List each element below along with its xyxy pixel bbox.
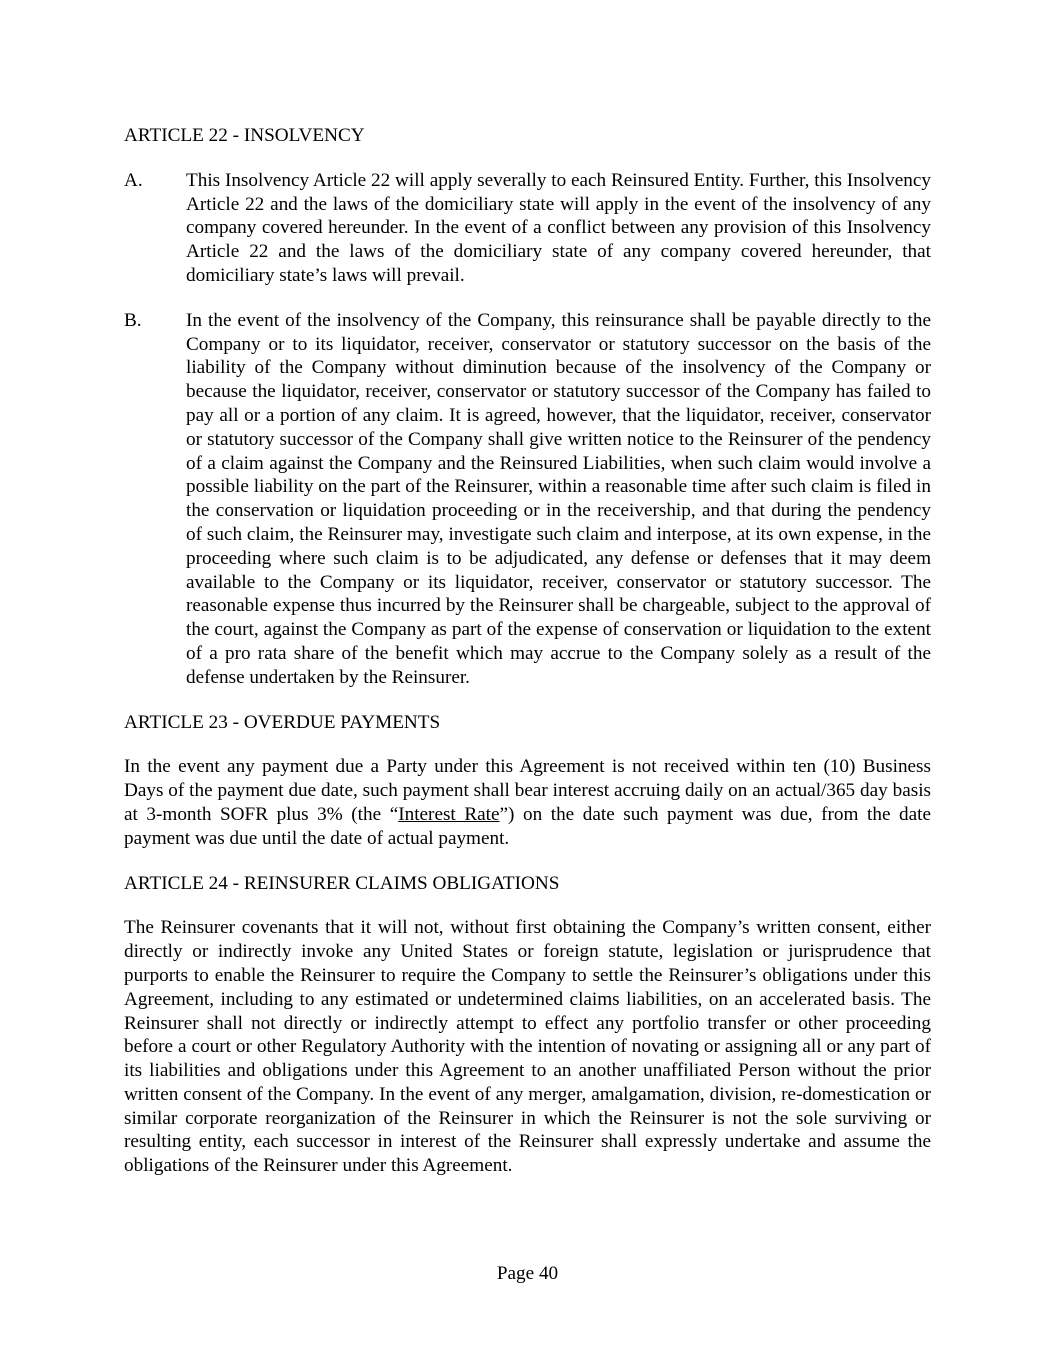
item-text: This Insolvency Article 22 will apply severally to each Reinsured Entity. Further, this Insolvency Article 22 and the laws of the domiciliary state will apply in the event of the insolvency of any company covered hereunder. In the event of a conflict between any provision of this Insolvency Article 22 and the laws of the domiciliary state of any company covered hereunder, that domiciliary state’s laws will prevail. <box>186 169 931 286</box>
item-label: B. <box>124 309 142 331</box>
article-24-heading: ARTICLE 24 - REINSURER CLAIMS OBLIGATIONS <box>124 872 560 894</box>
defined-term-interest-rate: Interest Rate <box>398 803 500 825</box>
article-22-item-b <box>124 309 931 690</box>
article-23-heading: ARTICLE 23 - OVERDUE PAYMENTS <box>124 711 441 733</box>
article-23-text-before: In the event any payment due a Party under this Agreement is not received within ten (10) Business Days of the payment due date, such payment shall bear interest accruing daily on an actual/365 day basis at 3-month SOFR plus 3% (the “ <box>124 756 931 825</box>
article-22-item-a <box>124 169 931 288</box>
article-23-text-after: ”) on the date such payment was due, from the date payment was due until the date of actual payment. <box>124 803 931 849</box>
item-text: In the event of the insolvency of the Company, this reinsurance shall be payable directly to the Company or to its liquidator, receiver, conservator or statutory successor on the basis of the liability of the Company without diminution because of the insolvency of the Company or because the liquidator, receiver, conservator or statutory successor of the Company has failed to pay all or a portion of any claim. It is agreed, however, that the liquidator, receiver, conservator or statutory successor of the Company shall give written notice to the Reinsurer of the pendency of a claim against the Company and the Reinsured Liabilities, when such claim would involve a possible liability on the part of the Reinsurer, within a reasonable time after such claim is filed in the conservation or liquidation proceeding or in the receivership, and that during the pendency of such claim, the Reinsurer may, investigate such claim and interpose, at its own expense, in the proceeding where such claim is to be adjudicated, any defense or defenses that it may deem available to the Company or its liquidator, receiver, conservator or statutory successor. The reasonable expense thus incurred by the Reinsurer shall be chargeable, subject to the approval of the court, against the Company as part of the expense of conservation or liquidation to the extent of a pro rata share of the benefit which may accrue to the Company solely as a result of the defense undertaken by the Reinsurer. <box>186 309 931 688</box>
item-label: A. <box>124 169 143 191</box>
article-23-paragraph <box>124 755 931 850</box>
article-22-heading: ARTICLE 22 - INSOLVENCY <box>124 125 365 146</box>
page-number: Page 40 <box>496 1263 559 1284</box>
article-24-paragraph: The Reinsurer covenants that it will not, without first obtaining the Company’s written consent, either directly or indirectly invoke any United States or foreign statute, legislation or jurisprudence that purports to enable the Reinsurer to require the Company to settle the Reinsurer’s obligations under this Agreement, including to any estimated or undetermined claims liabilities, on an accelerated basis. The Reinsurer shall not directly or indirectly attempt to effect any portfolio transfer or other proceeding before a court or other Regulatory Authority with the intention of novating or assigning all or any part of its liabilities and obligations under this Agreement to an another unaffiliated Person without the prior written consent of the Company. In the event of any merger, amalgamation, division, re-domestication or similar corporate reorganization of the Reinsurer in which the Reinsurer is not the sole surviving or resulting entity, each successor in interest of the Reinsurer shall expressly undertake and assume the obligations of the Reinsurer under this Agreement. <box>124 917 931 1177</box>
document-page <box>124 124 931 1199</box>
